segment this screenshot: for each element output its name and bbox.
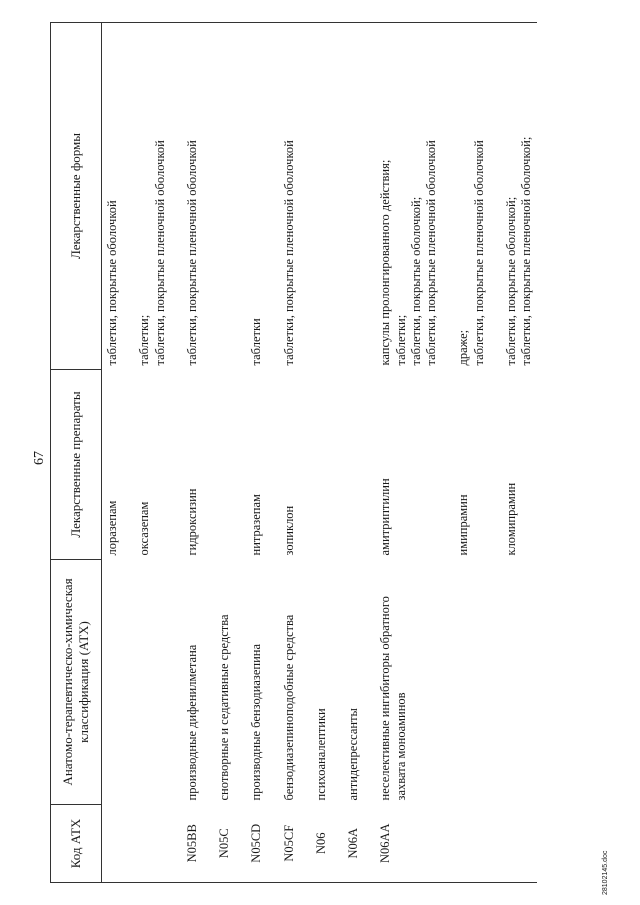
cell-classification: антидепрессанты xyxy=(346,708,360,801)
cell-drug: имипрамин xyxy=(456,494,471,556)
cell-classification: производные дифенилметана xyxy=(184,644,199,801)
form-line: таблетки, покрытые пленочной оболочкой xyxy=(152,140,167,366)
form-line: таблетки, покрытые пленочной оболочкой; xyxy=(519,136,533,366)
table-row xyxy=(123,23,171,883)
form-line: таблетки xyxy=(249,318,264,366)
form-line: таблетки, покрытые пленочной оболочкой xyxy=(424,140,438,366)
table-row xyxy=(490,23,538,883)
cell-classification: производные бензодиазепина xyxy=(249,643,264,801)
cell-classification: психоаналептики xyxy=(313,708,328,801)
cell-forms xyxy=(300,23,332,370)
page-number: 67 xyxy=(32,451,47,465)
header-forms: Лекарственные формы xyxy=(51,23,102,370)
table-row xyxy=(235,23,267,883)
cell-drug: кломипрамин xyxy=(503,482,518,556)
form-line: таблетки, покрытые оболочкой; xyxy=(503,196,518,366)
form-line: драже; xyxy=(456,329,471,366)
drug-table xyxy=(50,23,537,883)
table-row xyxy=(332,23,364,883)
cell-forms xyxy=(102,23,124,370)
table-body xyxy=(102,23,538,883)
cell-forms xyxy=(332,23,364,370)
cell-drug: амитриптилин xyxy=(378,478,393,556)
cell-classification xyxy=(442,560,490,805)
cell-code: N05C xyxy=(203,805,235,883)
cell-classification xyxy=(102,560,124,805)
cell-forms xyxy=(268,23,300,370)
cell-classification xyxy=(123,560,171,805)
table-row xyxy=(268,23,300,883)
cell-drug xyxy=(332,370,364,560)
cell-classification: снотворные и седативные средства xyxy=(217,614,231,801)
cell-drug: нитразепам xyxy=(249,494,264,556)
cell-code: N06AA xyxy=(364,805,442,883)
form-line: таблетки, покрытые пленочной оболочкой xyxy=(184,140,199,366)
form-line: таблетки, покрытые пленочной оболочкой xyxy=(471,140,486,366)
cell-forms xyxy=(203,23,235,370)
cell-drug: гидроксизин xyxy=(184,488,199,556)
cell-forms xyxy=(442,23,490,370)
table-row xyxy=(300,23,332,883)
footer-filename: 28102145.doc xyxy=(602,850,609,895)
cell-drug xyxy=(203,370,235,560)
table-row xyxy=(442,23,490,883)
table-row xyxy=(203,23,235,883)
table-row xyxy=(171,23,203,883)
form-line: таблетки; xyxy=(393,314,408,366)
cell-code: N06 xyxy=(300,805,332,883)
cell-code: N05BB xyxy=(171,805,203,883)
header-classification: Анатомо-терапевтическо-химическая классификация (АТХ) xyxy=(51,560,102,805)
table-row xyxy=(364,23,442,883)
cell-forms xyxy=(123,23,171,370)
cell-code: N06A xyxy=(332,805,364,883)
cell-drug: лоразепам xyxy=(105,500,119,556)
form-line: таблетки; xyxy=(137,314,152,366)
form-line: таблетки, покрытые оболочкой; xyxy=(408,196,423,366)
cell-code: N05CD xyxy=(235,805,267,883)
cell-classification: неселективные ингибиторы обратного захвата моноаминов xyxy=(378,596,408,801)
cell-code xyxy=(102,805,124,883)
cell-classification xyxy=(490,560,538,805)
cell-code xyxy=(490,805,538,883)
form-line: таблетки, покрытые оболочкой xyxy=(105,200,119,366)
cell-code xyxy=(123,805,171,883)
form-line: таблетки, покрытые пленочной оболочкой xyxy=(281,140,296,366)
cell-classification: бензодиазепиноподобные средства xyxy=(281,614,296,801)
cell-forms xyxy=(235,23,267,370)
cell-forms xyxy=(364,23,442,370)
cell-code xyxy=(442,805,490,883)
cell-drug: оксазепам xyxy=(137,501,152,556)
header-drugs: Лекарственные препараты xyxy=(51,370,102,560)
cell-forms xyxy=(490,23,538,370)
cell-drug xyxy=(300,370,332,560)
cell-drug: зопиклон xyxy=(281,505,296,556)
table-header-row xyxy=(51,23,102,883)
header-code: Код АТХ xyxy=(51,805,102,883)
form-line: капсулы пролонгированного действия; xyxy=(378,159,393,366)
table-row xyxy=(102,23,124,883)
cell-code: N05CF xyxy=(268,805,300,883)
cell-forms xyxy=(171,23,203,370)
